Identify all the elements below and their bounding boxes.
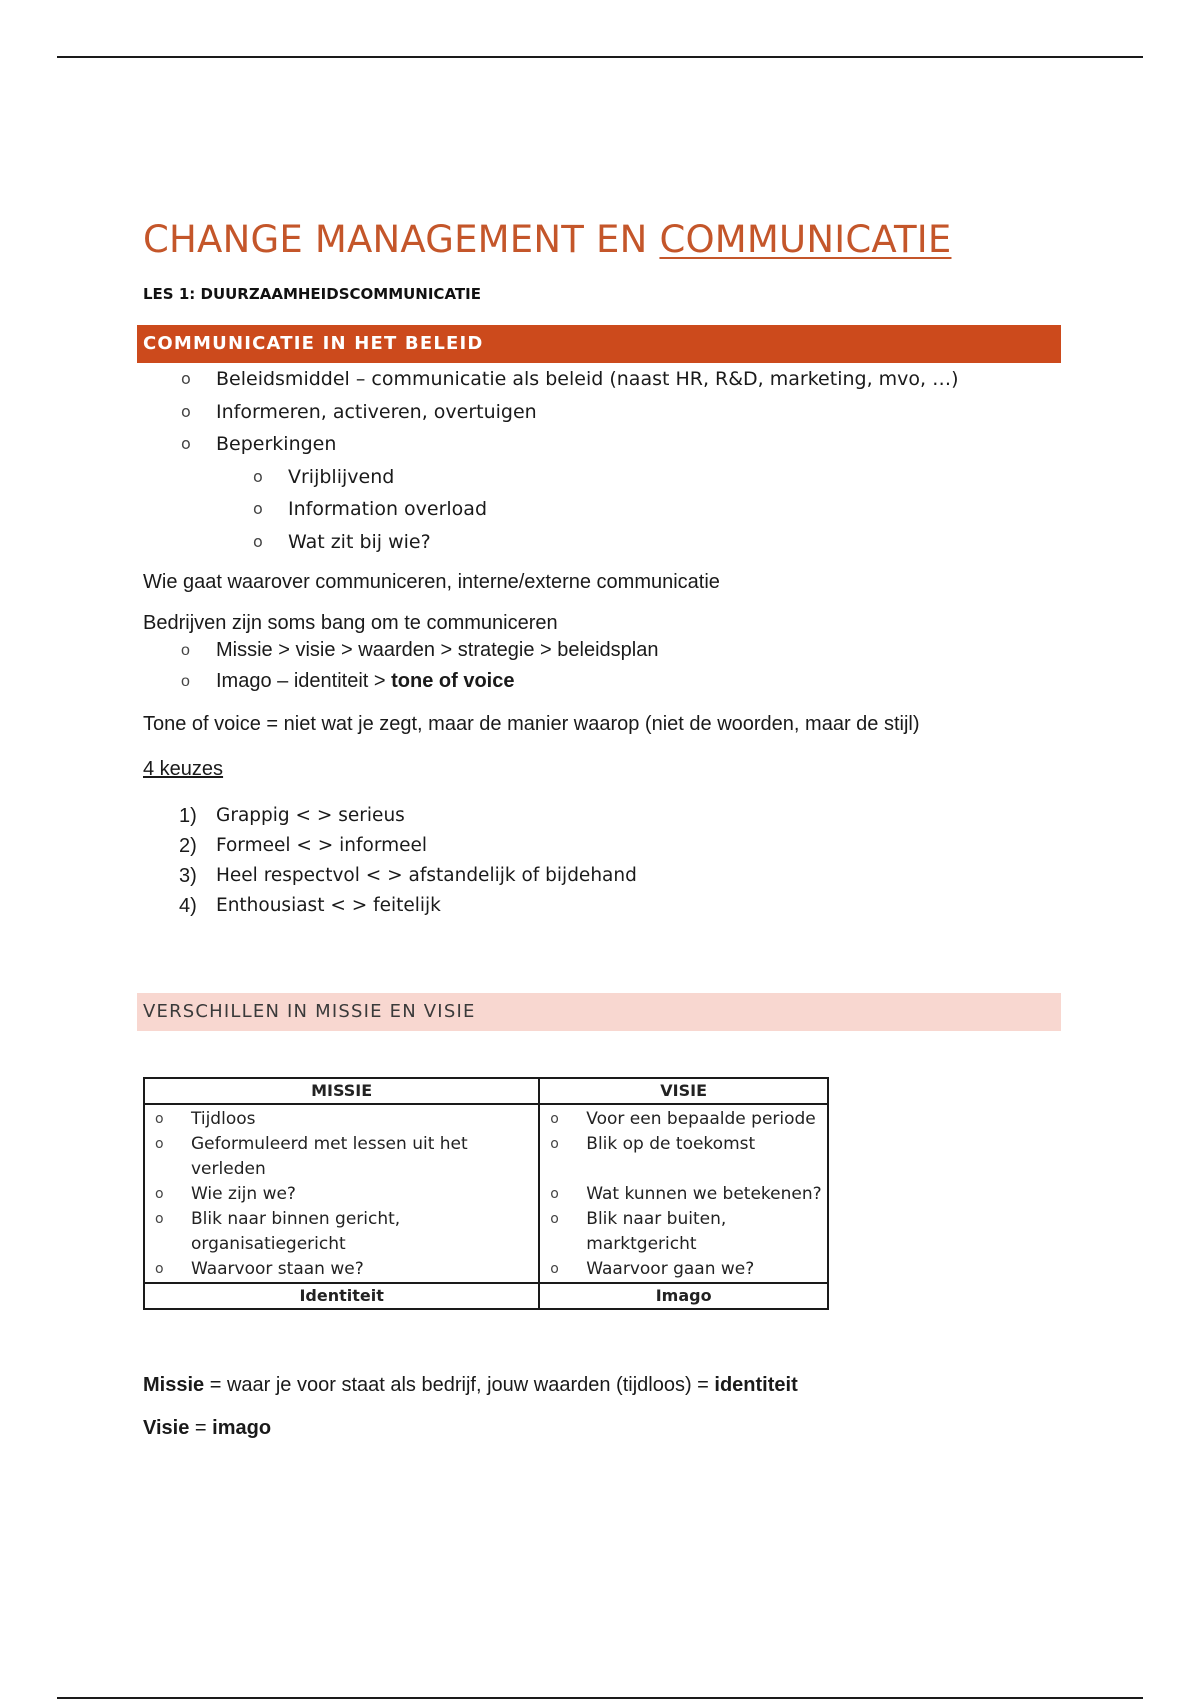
table-row xyxy=(144,1104,828,1283)
list-item: 2) Formeel < > informeel xyxy=(179,835,428,857)
list-item: 1) Grappig < > serieus xyxy=(179,805,405,827)
visie-cell xyxy=(539,1104,828,1283)
list-item: o Beleidsmiddel – communicatie als beleid (naast HR, R&D, marketing, mvo, …) xyxy=(143,363,1063,396)
list-item: o Waarvoor gaan we? xyxy=(540,1257,827,1282)
section-heading-beleid: COMMUNICATIE IN HET BELEID xyxy=(137,325,1061,363)
column-header-visie: VISIE xyxy=(539,1078,828,1104)
list-item: o Wie zijn we? xyxy=(145,1182,538,1207)
document-body xyxy=(143,218,1063,1440)
list-item: o Vrijblijvend xyxy=(143,461,1063,494)
list-item: o Tijdloos xyxy=(145,1107,538,1132)
title-part1: CHANGE MANAGEMENT EN xyxy=(143,218,660,261)
list-item: 3) Heel respectvol < > afstandelijk of bijdehand xyxy=(179,865,637,887)
list-item: 4) Enthousiast < > feitelijk xyxy=(179,895,441,917)
column-header-missie: MISSIE xyxy=(144,1078,539,1104)
definition-visie: Visie = imago xyxy=(143,1417,272,1439)
footer-imago: Imago xyxy=(539,1283,828,1309)
list-item: o Wat kunnen we betekenen? xyxy=(540,1182,827,1207)
table-footer-row xyxy=(144,1283,828,1309)
list-item: o Information overload xyxy=(143,493,1063,526)
list-item: o Missie > visie > waarden > strategie > beleidsplan xyxy=(143,635,1063,666)
definition-missie: Missie = waar je voor staat als bedrijf, jouw waarden (tijdloos) = identiteit xyxy=(143,1374,798,1396)
list-item: o Blik op de toekomst xyxy=(540,1132,827,1157)
lesson-subtitle: LES 1: DUURZAAMHEIDSCOMMUNICATIE xyxy=(143,285,481,303)
missie-visie-table xyxy=(143,1077,829,1310)
document-title xyxy=(143,218,1063,261)
list-item: o Beperkingen xyxy=(143,428,1063,461)
footer-identiteit: Identiteit xyxy=(144,1283,539,1309)
list-item: o Blik naar buiten, marktgericht xyxy=(540,1207,827,1257)
footer-rule xyxy=(57,1697,1143,1699)
list-item: o Waarvoor staan we? xyxy=(145,1257,538,1282)
paragraph-bedrijven: Bedrijven zijn soms bang om te communiceren xyxy=(143,612,558,634)
beleid-bullet-list xyxy=(143,363,1063,461)
missie-imago-list xyxy=(143,635,1063,697)
table-header-row xyxy=(144,1078,828,1104)
keuzes-heading: 4 keuzes xyxy=(143,758,224,780)
list-item: o Voor een bepaalde periode xyxy=(540,1107,827,1132)
section-heading-missie-visie: VERSCHILLEN IN MISSIE EN VISIE xyxy=(137,993,1061,1031)
list-item: o Blik naar binnen gericht, organisatiegericht xyxy=(145,1207,538,1257)
header-rule xyxy=(57,56,1143,58)
missie-cell xyxy=(144,1104,539,1283)
list-item: o Imago – identiteit > tone of voice xyxy=(143,666,1063,697)
list-item: o Informeren, activeren, overtuigen xyxy=(143,396,1063,429)
list-item: o Geformuleerd met lessen uit het verleden xyxy=(145,1132,538,1182)
keuzes-list xyxy=(143,801,1063,921)
title-part2: COMMUNICATIE xyxy=(659,218,952,261)
paragraph-communicatie: Wie gaat waarover communiceren, interne/externe communicatie xyxy=(143,571,720,593)
beperkingen-sub-list xyxy=(143,461,1063,559)
list-item: o Wat zit bij wie? xyxy=(143,526,1063,559)
paragraph-tone-of-voice: Tone of voice = niet wat je zegt, maar de manier waarop (niet de woorden, maar de stijl) xyxy=(143,713,920,735)
